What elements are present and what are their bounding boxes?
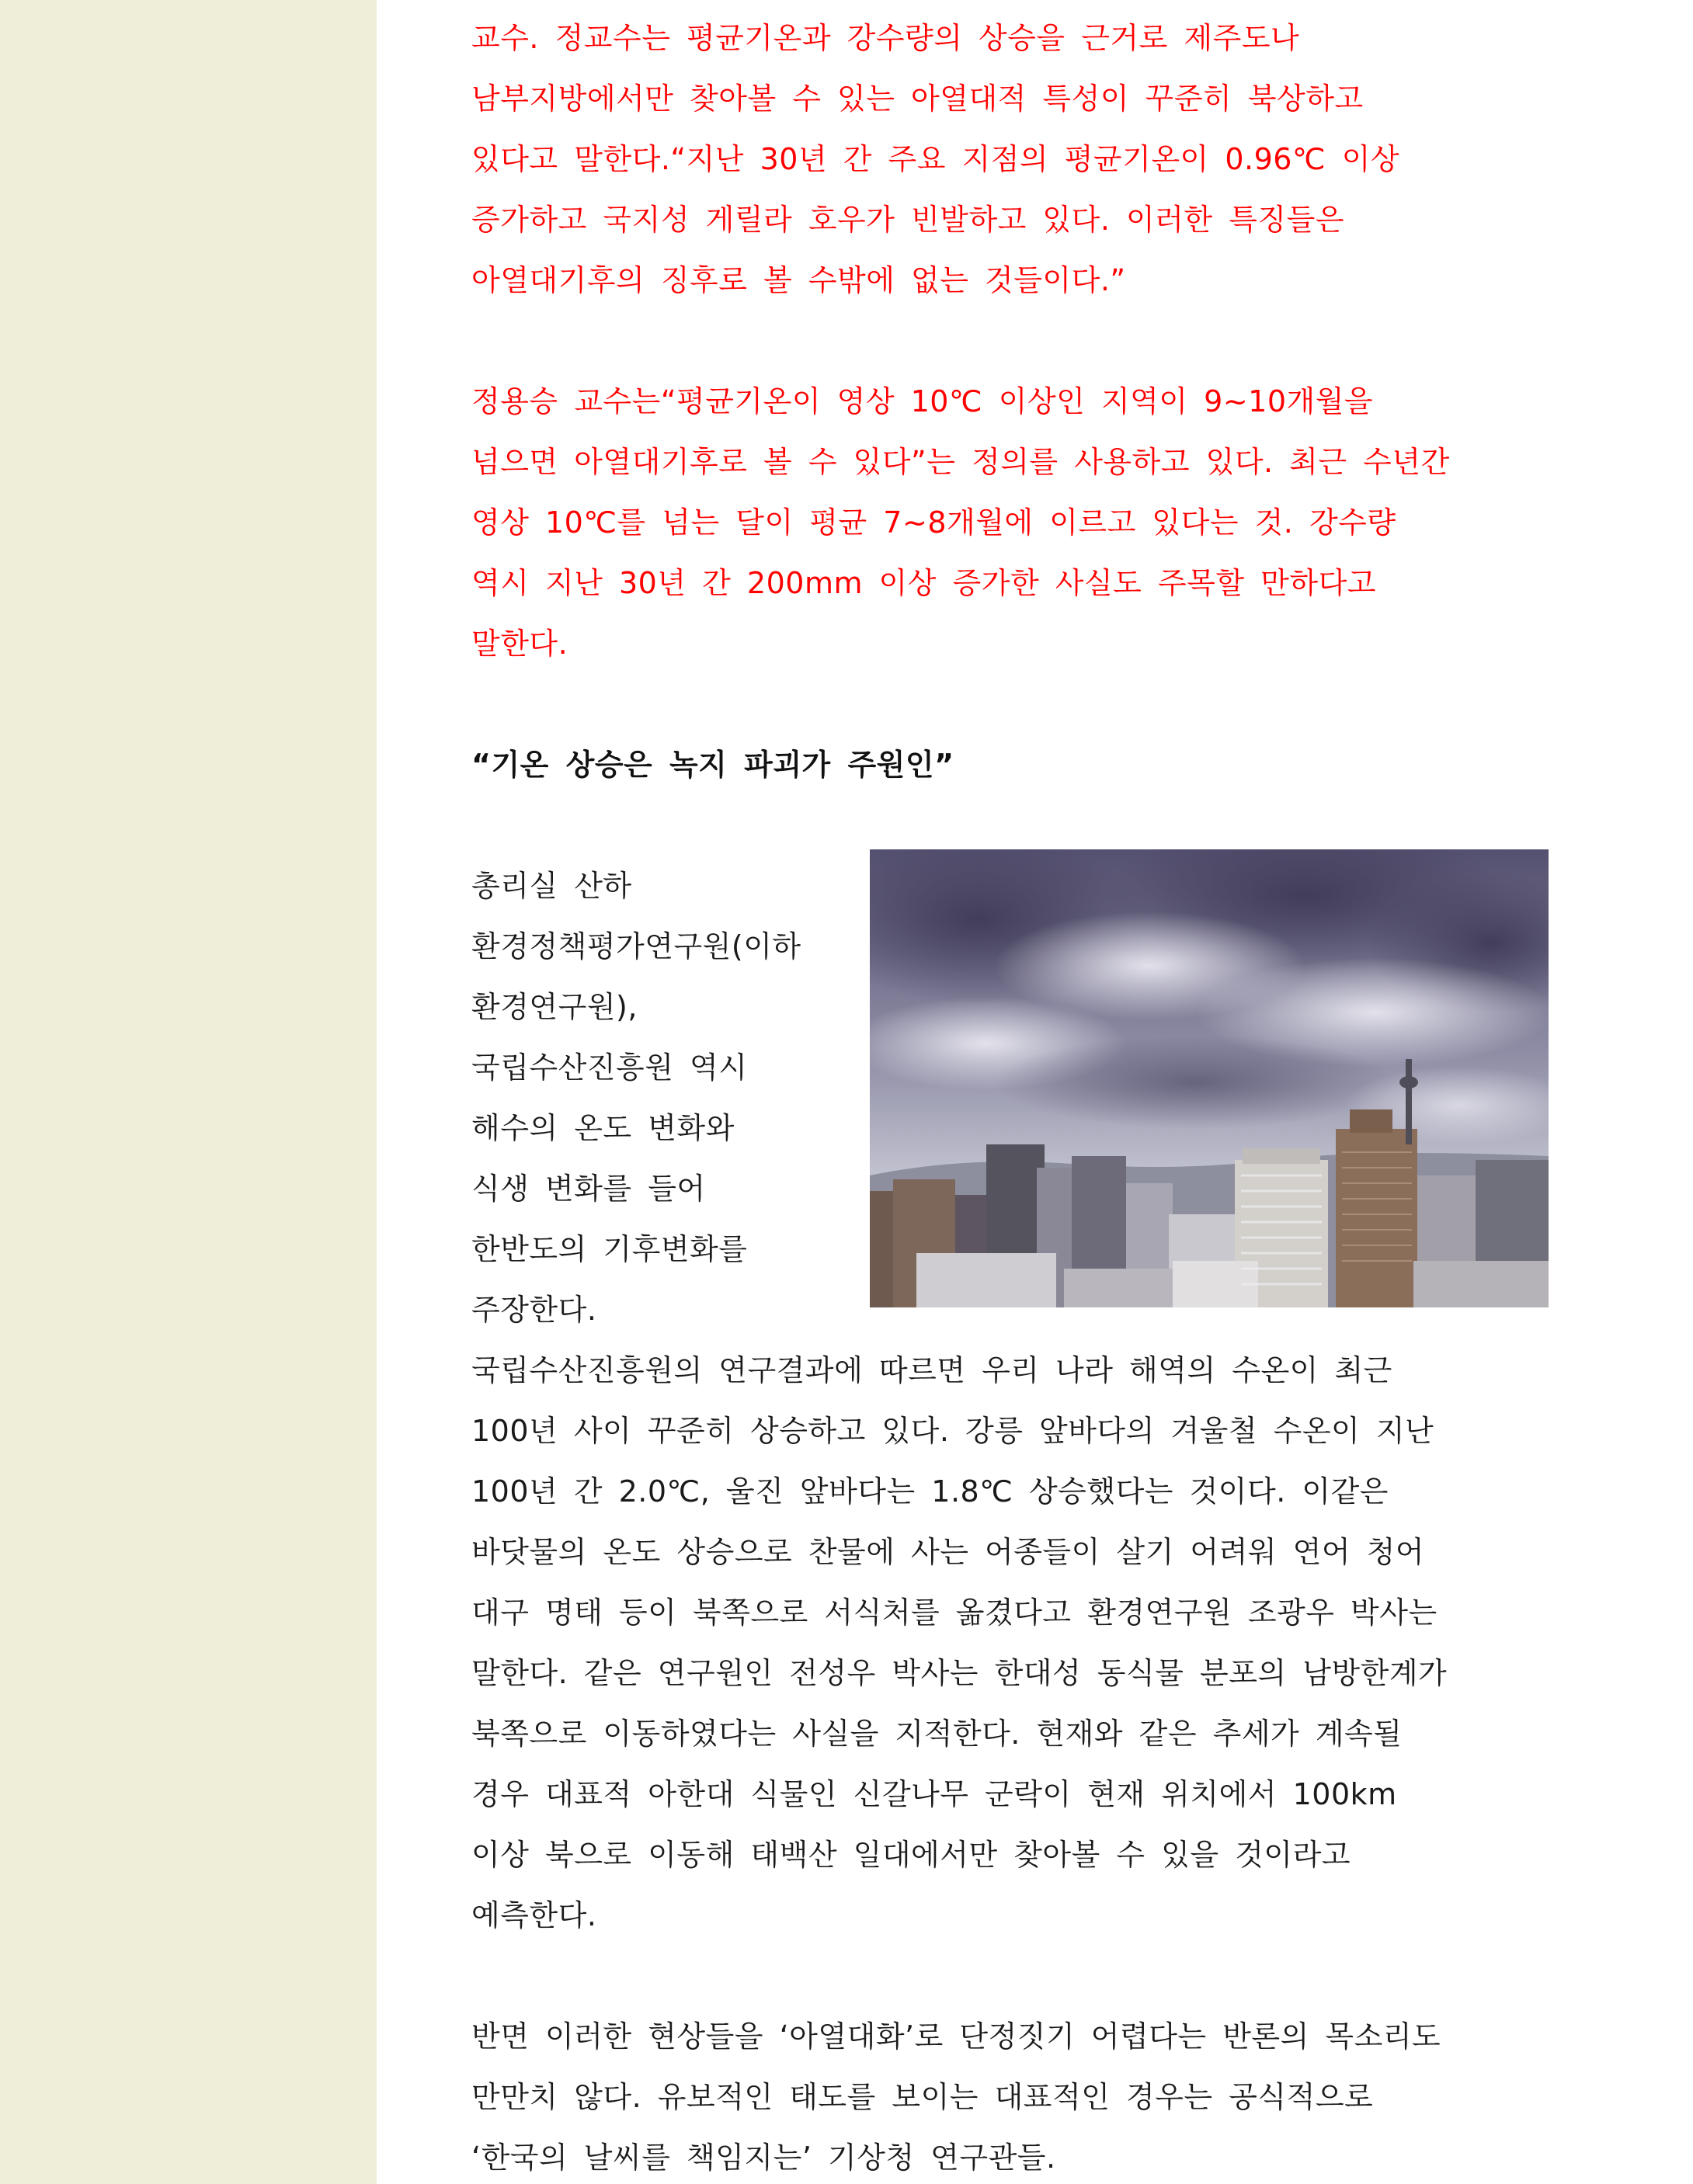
city-skyline-photo: [870, 849, 1549, 1307]
left-sidebar: [0, 0, 377, 2184]
paragraph-3-line-7: 북쪽으로 이동하였다는 사실을 지적한다. 현재와 같은 추세가 계속될: [471, 1717, 1403, 1751]
paragraph-1-line-2: 남부지방에서만 찾아볼 수 있는 아열대적 특성이 꾸준히 북상하고: [471, 82, 1364, 116]
paragraph-1-line-1: 교수. 정교수는 평균기온과 강수량의 상승을 근거로 제주도나: [471, 21, 1300, 55]
side-text-line-1: 총리실 산하: [471, 869, 632, 903]
paragraph-1-line-5: 아열대기후의 징후로 볼 수밖에 없는 것들이다.”: [471, 263, 1126, 297]
paragraph-2-line-4: 역시 지난 30년 간 200mm 이상 증가한 사실도 주목할 만하다고: [471, 566, 1376, 600]
side-text-line-4: 국립수산진흥원 역시: [471, 1050, 748, 1085]
paragraph-4-line-2: 만만치 않다. 유보적인 태도를 보이는 대표적인 경우는 공식적으로: [471, 2080, 1374, 2114]
side-text-line-6: 식생 변화를 들어: [471, 1172, 706, 1206]
paragraph-2-line-3: 영상 10℃를 넘는 달이 평균 7~8개월에 이르고 있다는 것. 강수량: [471, 505, 1396, 540]
paragraph-3-line-9: 이상 북으로 이동해 태백산 일대에서만 찾아볼 수 있을 것이라고: [471, 1838, 1351, 1872]
side-text-line-5: 해수의 온도 변화와: [471, 1111, 735, 1145]
paragraph-1-line-3: 있다고 말한다.“지난 30년 간 주요 지점의 평균기온이 0.96℃ 이상: [471, 142, 1400, 176]
paragraph-2-line-5: 말한다.: [471, 627, 568, 661]
paragraph-3-line-5: 대구 명태 등이 북쪽으로 서식처를 옮겼다고 환경연구원 조광우 박사는: [471, 1595, 1437, 1630]
paragraph-4-line-3: ‘한국의 날씨를 책임지는’ 기상청 연구관들.: [471, 2141, 1056, 2175]
paragraph-3-line-2: 100년 사이 꾸준히 상승하고 있다. 강릉 앞바다의 겨울철 수온이 지난: [471, 1414, 1434, 1448]
section-heading: “기온 상승은 녹지 파괴가 주원인”: [471, 748, 954, 782]
side-text-line-2: 환경정책평가연구원(이하: [471, 929, 801, 964]
side-text-line-7: 한반도의 기후변화를: [471, 1232, 748, 1266]
paragraph-3-line-8: 경우 대표적 아한대 식물인 신갈나무 군락이 현재 위치에서 100km: [471, 1777, 1397, 1811]
paragraph-3-line-6: 말한다. 같은 연구원인 전성우 박사는 한대성 동식물 분포의 남방한계가: [471, 1656, 1448, 1690]
paragraph-3-line-1: 국립수산진흥원의 연구결과에 따르면 우리 나라 해역의 수온이 최근: [471, 1353, 1392, 1387]
side-text-line-3: 환경연구원),: [471, 990, 638, 1024]
paragraph-2-line-2: 넘으면 아열대기후로 볼 수 있다”는 정의를 사용하고 있다. 최근 수년간: [471, 445, 1450, 479]
paragraph-3-line-3: 100년 간 2.0℃, 울진 앞바다는 1.8℃ 상승했다는 것이다. 이같은: [471, 1474, 1389, 1509]
paragraph-3-line-4: 바닷물의 온도 상승으로 찬물에 사는 어종들이 살기 어려워 연어 청어: [471, 1535, 1425, 1569]
paragraph-4-line-1: 반면 이러한 현상들을 ‘아열대화’로 단정짓기 어렵다는 반론의 목소리도: [471, 2019, 1441, 2054]
paragraph-2-line-1: 정용승 교수는“평균기온이 영상 10℃ 이상인 지역이 9~10개월을: [471, 384, 1374, 418]
paragraph-1-line-4: 증가하고 국지성 게릴라 호우가 빈발하고 있다. 이러한 특징들은: [471, 203, 1345, 237]
paragraph-3-line-10: 예측한다.: [471, 1898, 597, 1932]
side-text-line-8: 주장한다.: [471, 1293, 597, 1327]
